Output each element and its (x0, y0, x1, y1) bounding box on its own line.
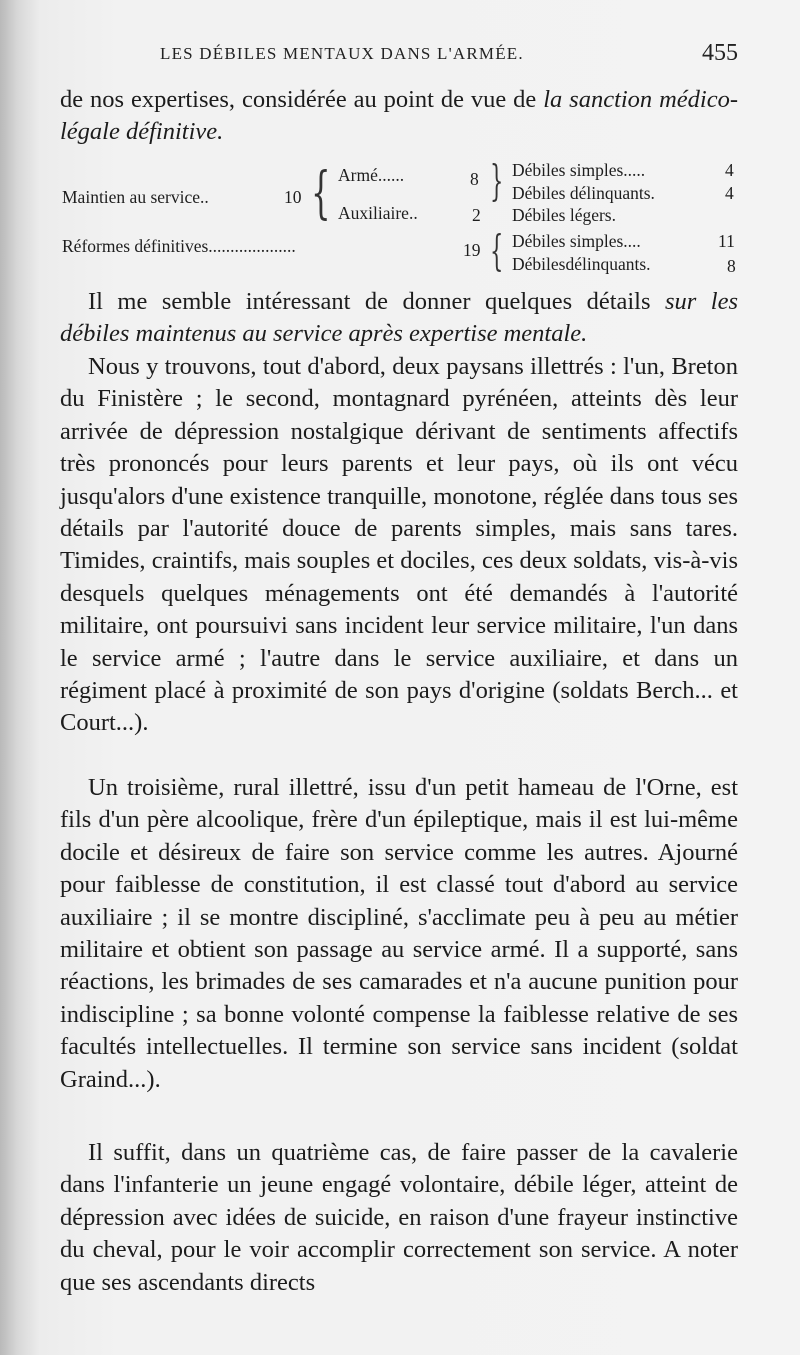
reformes-delinquants-count: 8 (727, 256, 736, 276)
maintien-total: 10 (284, 187, 302, 207)
paragraph-3-text: Un troisième, rural illettré, issu d'un petit hameau de l'Orne, est fils d'un père alcoolique, frère d'un épileptique, mais il est lui-même docile et désireux de faire son service comme les autres. Ajourné pour faiblesse de constitution, il est classé tout d'abord au service auxiliaire ; il se montre discipliné, s'acclimate peu à peu au métier militaire et obtient son passage au service armé. Il a supporté, sans réactions, les brimades de ses camarades et n'a aucune punition pour indiscipline ; sa bonne volonté compense la faiblesse relative de ses facultés intellectuelles. Il termine son service sans incident (soldat Graind...). (60, 774, 738, 1093)
auxiliaire-label: Auxiliaire.. (338, 203, 418, 223)
intro-italic: la sanction médico-légale définitive. (60, 86, 738, 146)
arme-simple-count: 4 (725, 160, 734, 180)
paragraph-1-italic: sur les débiles maintenus au service après expertise mentale. (60, 288, 738, 348)
reformes-label: Réformes définitives.................... (62, 236, 296, 256)
arme-delinquants-count: 4 (725, 183, 734, 203)
reformes-delinquants-label: Débilesdélinquants. (512, 254, 651, 274)
paragraph-3 (60, 772, 738, 1096)
intro-text: de nos expertises, considérée au point de vue de (60, 86, 544, 113)
auxiliaire-count: 2 (472, 205, 481, 225)
auxiliaire-legers-label: Débiles légers. (512, 205, 616, 225)
arme-delinquants-label: Débiles délinquants. (512, 183, 655, 203)
paragraph-2 (60, 351, 738, 740)
arme-count: 8 (470, 169, 479, 189)
arme-label: Armé...... (338, 165, 405, 185)
reformes-brace: { (490, 226, 504, 275)
statistics-table (0, 0, 800, 290)
page-number: 455 (702, 40, 738, 66)
reformes-simple-count: 11 (718, 231, 735, 251)
running-title: LES DÉBILES MENTAUX DANS L'ARMÉE. (160, 44, 524, 63)
arme-brace: } (490, 156, 504, 205)
paragraph-4 (60, 1137, 738, 1299)
paragraph-1 (60, 286, 738, 351)
maintien-brace: { (311, 161, 331, 226)
reformes-simple-label: Débiles simples.... (512, 231, 641, 251)
paragraph-1-text: Il me semble intéressant de donner quelques détails (88, 288, 665, 315)
paragraph-2-text: Nous y trouvons, tout d'abord, deux paysans illettrés : l'un, Breton du Finistère ; le second, montagnard pyrénéen, atteints dès leur arrivée de dépression nostalgique dérivant de sentiments affectifs très prononcés pour leurs parents et leur pays, où ils ont vécu jusqu'alors d'une existence tranquille, monotone, réglée dans tous ses détails par l'autorité douce de parents simples, mais sans tares. Timides, craintifs, mais souples et dociles, ces deux soldats, vis-à-vis desquels quelques ménagements ont été demandés à l'autorité militaire, ont poursuivi sans incident leur service militaire, l'un dans le service armé ; l'autre dans le service auxiliaire, et dans un régiment placé à proximité de son pays d'origine (soldats Berch... et Court...). (60, 353, 738, 737)
maintien-label: Maintien au service.. (62, 187, 209, 207)
paragraph-4-text: Il suffit, dans un quatrième cas, de faire passer de la cavalerie dans l'infanterie un jeune engagé volontaire, débile léger, atteint de dépression avec idées de suicide, en raison d'une frayeur instinctive du cheval, pour le voir accomplir correctement son service. A noter que ses ascendants directs (60, 1139, 738, 1296)
reformes-total: 19 (463, 240, 481, 260)
arme-simple-label: Débiles simples..... (512, 160, 646, 180)
